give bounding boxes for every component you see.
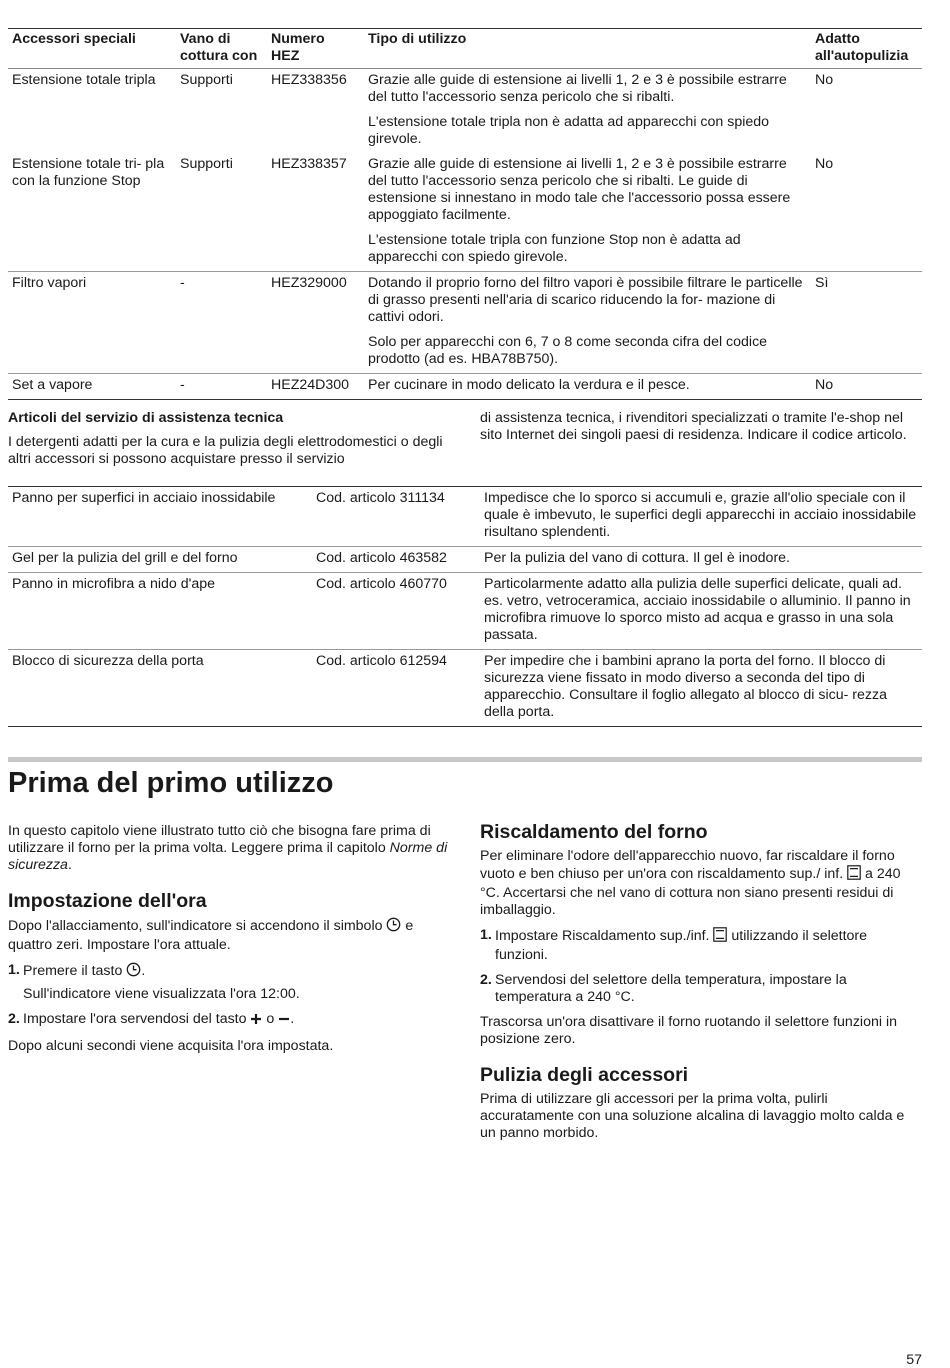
clock-outro: Dopo alcuni secondi viene acquisita l'ora impostata. [8, 1038, 334, 1054]
clock-icon [126, 962, 141, 982]
list-item: 1. Impostare Riscaldamento sup./inf. utilizzando il selettore funzioni. [480, 927, 868, 963]
service-item-desc: Per impedire che i bambini aprano la porta del forno. Il blocco di sicurezza viene fissato in modo diverso a seconda del tipo di apparecchio. Consultare il foglio allegato al blocco di sicu- rezza della porta. [480, 650, 922, 727]
accessory-self-clean: No [815, 156, 834, 172]
step-result: Sull'indicatore viene visualizzata l'ora 12:00. [23, 986, 300, 1002]
table-row [8, 272, 922, 332]
service-item-name: Blocco di sicurezza della porta [8, 650, 312, 727]
service-intro-left: I detergenti adatti per la cura e la pulizia degli elettrodomestici o degli altri accessori si possono acquistare presso il servizio [8, 434, 443, 467]
table-row [8, 573, 922, 650]
service-item-code: Cod. articolo 311134 [312, 487, 480, 547]
list-item: 2. Servendosi del selettore della temperatura, impostare la temperatura a 240 °C. [480, 972, 847, 1005]
accessory-self-clean: No [811, 374, 922, 400]
table-row [8, 69, 922, 112]
accessory-self-clean: Sì [811, 272, 922, 332]
accessory-code: HEZ24D300 [267, 374, 364, 400]
accessory-name: Estensione totale tri- pla con la funzione Stop [12, 156, 165, 189]
heat-outro: Trascorsa un'ora disattivare il forno ruotando il selettore funzioni in posizione zero. [480, 1014, 897, 1047]
accessory-use-note: Solo per apparecchi con 6, 7 o 8 come seconda cifra del codice prodotto (ad es. HBA78B750). [368, 334, 768, 367]
table-row [8, 153, 922, 229]
accessory-use: Grazie alle guide di estensione ai livelli 1, 2 e 3 è possibile estrarre del tutto l'accessorio senza pericolo che si ribalti. Le guide di estensione si innestano in modo tale che l'accessorio possa essere appoggiato facilmente. [368, 156, 791, 223]
service-item-name: Gel per la pulizia del grill e del forno [8, 547, 312, 573]
accessory-cavity: - [176, 374, 267, 400]
clock-icon [386, 917, 401, 937]
left-column [8, 823, 456, 1063]
accessory-use-note: L'estensione totale tripla non è adatta ad apparecchi con spiedo girevole. [368, 114, 770, 147]
accessory-cavity: Supporti [180, 156, 233, 172]
table-row-continuation [8, 229, 922, 272]
service-articles-table [8, 486, 922, 727]
top-bottom-heat-icon [847, 865, 861, 885]
accessory-code: HEZ329000 [267, 272, 364, 332]
top-bottom-heat-icon [713, 927, 727, 947]
heat-steps [480, 927, 920, 1006]
header-self-clean: Adatto all'autopulizia [811, 29, 922, 69]
table-row-continuation [8, 331, 922, 374]
accessory-use: Dotando il proprio forno del filtro vapori è possibile filtrare le particelle di grasso presenti nell'aria di scarico riducendo la for- mazione di cattivi odori. [364, 272, 811, 332]
chapter-title: Prima del primo utilizzo [8, 767, 334, 799]
service-item-desc: Particolarmente adatto alla pulizia delle superfici delicate, quali ad. es. vetro, vetroceramica, acciaio inossidabile o alluminio. Il panno in microfibra rimuove lo sporco misto ad acqua e grasso in una sola passata. [480, 573, 922, 650]
clean-text: Prima di utilizzare gli accessori per la prima volta, pulirli accuratamente con una soluzione alcalina di lavaggio molto calda e un panno morbido. [480, 1091, 905, 1141]
table-row [8, 650, 922, 727]
accessory-use-note: L'estensione totale tripla con funzione Stop non è adatta ad apparecchi con spiedo girevole. [368, 232, 741, 265]
chapter-intro: In questo capitolo viene illustrato tutto ciò che bisogna fare prima di utilizzare il forno per la prima volta. Leggere prima il capitolo Norme di sicurezza. [8, 823, 448, 873]
service-item-code: Cod. articolo 612594 [312, 650, 480, 727]
accessory-use: Per cucinare in modo delicato la verdura e il pesce. [364, 374, 811, 400]
accessory-code: HEZ338357 [271, 156, 347, 172]
right-column [480, 821, 920, 1150]
service-intro-right: di assistenza tecnica, i rivenditori specializzati o tramite l'e-shop nel sito Internet dei singoli paesi di residenza. Indicare il codice articolo. [480, 410, 907, 443]
page-number: 57 [906, 1352, 922, 1368]
table-header-row [8, 29, 922, 69]
accessory-self-clean: No [815, 72, 834, 88]
chapter-divider [8, 757, 922, 762]
service-item-desc: Impedisce che lo sporco si accumuli e, grazie all'olio speciale con il quale è imbevuto, le superfici degli apparecchi in acciaio inossidabile risultano splendenti. [480, 487, 922, 547]
accessory-use: Grazie alle guide di estensione ai livelli 1, 2 e 3 è possibile estrarre del tutto l'accessorio senza pericolo che si ribalti. [368, 72, 787, 105]
clock-section-title: Impostazione dell'ora [8, 890, 207, 912]
accessory-name: Set a vapore [8, 374, 176, 400]
clock-steps [8, 962, 456, 1030]
header-cavity: Vano di cottura con [176, 29, 267, 69]
service-item-desc: Per la pulizia del vano di cottura. Il gel è inodore. [480, 547, 922, 573]
table-row [8, 487, 922, 547]
list-item: 1. Premere il tasto . Sull'indicatore viene visualizzata l'ora 12:00. [8, 962, 456, 1003]
clock-intro: Dopo l'allacciamento, sull'indicatore si accendono il simbolo e quattro zeri. Impostare l'ora attuale. [8, 918, 414, 953]
table-row [8, 374, 922, 400]
plus-icon [250, 1013, 262, 1030]
list-item: 2. Impostare l'ora servendosi del tasto o . [8, 1011, 456, 1030]
accessories-table [8, 28, 922, 400]
service-item-code: Cod. articolo 460770 [312, 573, 480, 650]
table-row [8, 547, 922, 573]
clean-section-title: Pulizia degli accessori [480, 1064, 689, 1086]
service-item-code: Cod. articolo 463582 [312, 547, 480, 573]
heat-section-title: Riscaldamento del forno [480, 821, 708, 843]
accessory-name: Estensione totale tripla [12, 72, 156, 88]
heat-intro: Per eliminare l'odore dell'apparecchio nuovo, far riscaldare il forno vuoto e ben chiuso per un'ora con riscaldamento sup./ inf. a 240 °C. Accertarsi che nel vano di cottura non siano presenti residui di imballaggio. [480, 848, 901, 918]
accessory-cavity: Supporti [180, 72, 233, 88]
service-heading: Articoli del servizio di assistenza tecnica [8, 410, 284, 426]
header-accessories: Accessori speciali [8, 29, 176, 69]
table-row-continuation [8, 111, 922, 153]
accessory-code: HEZ338356 [271, 72, 347, 88]
header-use-type: Tipo di utilizzo [364, 29, 811, 69]
minus-icon [278, 1013, 290, 1030]
accessory-cavity: - [176, 272, 267, 332]
accessory-name: Filtro vapori [8, 272, 176, 332]
service-item-name: Panno per superfici in acciaio inossidabile [8, 487, 312, 547]
service-item-name: Panno in microfibra a nido d'ape [8, 573, 312, 650]
header-hez-number: Numero HEZ [267, 29, 364, 69]
